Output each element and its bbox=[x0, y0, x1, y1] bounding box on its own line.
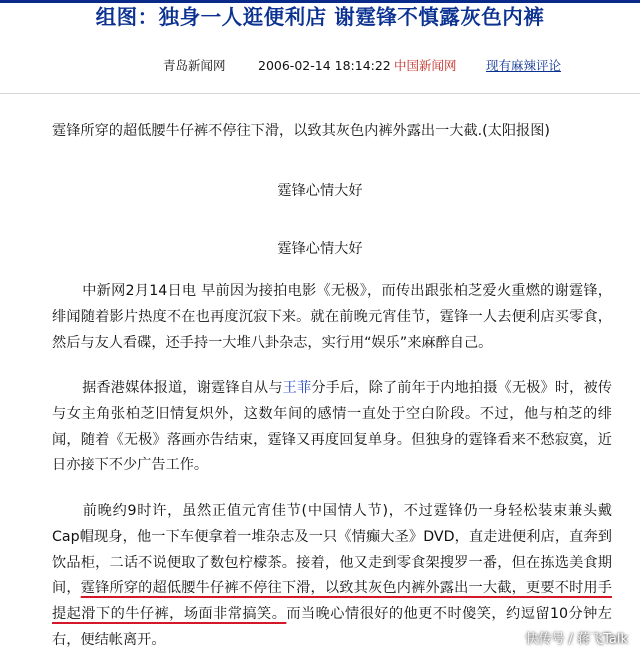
paragraph-2-text-b: 分手后，除了前年于内地拍摄《无极》时，被传与女主角张柏芝旧情复炽外，这数年间的感情一直处于空白阶段。不过，他与柏芝的绯闻，随着《无极》落画亦告结束，霆锋又再度回复单身。但独身的霆锋看来不愁寂寞，近日亦接下不少广告工作。 bbox=[52, 380, 612, 474]
paragraph-1 bbox=[52, 279, 612, 356]
source-name: 青岛新闻网 bbox=[163, 58, 226, 73]
agency-link[interactable]: 中国新闻网 bbox=[394, 58, 457, 73]
paragraph-2 bbox=[52, 376, 612, 479]
underlined-highlight: 霆锋所穿的超低腰牛仔裤不停往下滑，以致其灰色内裤外露出一大截，更要不时用手提起滑下的牛仔裤，场面非常搞笑。 bbox=[52, 580, 612, 623]
watermark: 快传号 / 蒋飞Talk bbox=[525, 632, 628, 647]
person-link[interactable]: 王菲 bbox=[282, 380, 312, 396]
comments-link[interactable]: 现有麻辣评论 bbox=[486, 58, 562, 73]
paragraph-3-text-a: 前晚约9时许，虽然正值元宵佳节(中国情人节)，不过霆锋仍一身轻松装束兼头戴Cap帽现身，他一下车便拿着一堆杂志及一只《情癫大圣》DVD，直走进便利店，直奔到饮品柜，二话不说便取了数包柠檬茶。接着，他又走到零食架搜罗一番，但在拣选美食期间， bbox=[52, 503, 612, 597]
subheading-2: 霆锋心情大好 bbox=[277, 241, 363, 257]
divider bbox=[0, 93, 640, 94]
photo-caption: 霆锋所穿的超低腰牛仔裤不停往下滑，以致其灰色内裤外露出一大截.(太阳报图) bbox=[52, 123, 550, 139]
paragraph-2-text-a: 据香港媒体报道，谢霆锋自从与 bbox=[82, 380, 283, 396]
subheading-1: 霆锋心情大好 bbox=[277, 183, 363, 199]
paragraph-1-text: 中新网2月14日电 早前因为接拍电影《无极》，而传出跟张柏芝爱火重燃的谢霆锋，绯闻随着影片热度不在也再度沉寂下来。就在前晚元宵佳节，霆锋一人去便利店买零食，然后与友人看碟，还手持一大堆八卦杂志，实行用“娱乐”来麻醉自己。 bbox=[52, 283, 612, 351]
paragraph-3-text-b: 而当晚心情很好的他更不时傻笑，约逗留10分钟左右，便结帐离开。 bbox=[52, 606, 612, 648]
article-headline: 组图：独身一人逛便利店 谢霆锋不慎露灰色内裤 bbox=[95, 5, 545, 29]
byline bbox=[0, 56, 640, 76]
publish-datetime: 2006-02-14 18:14:22 bbox=[258, 58, 391, 73]
